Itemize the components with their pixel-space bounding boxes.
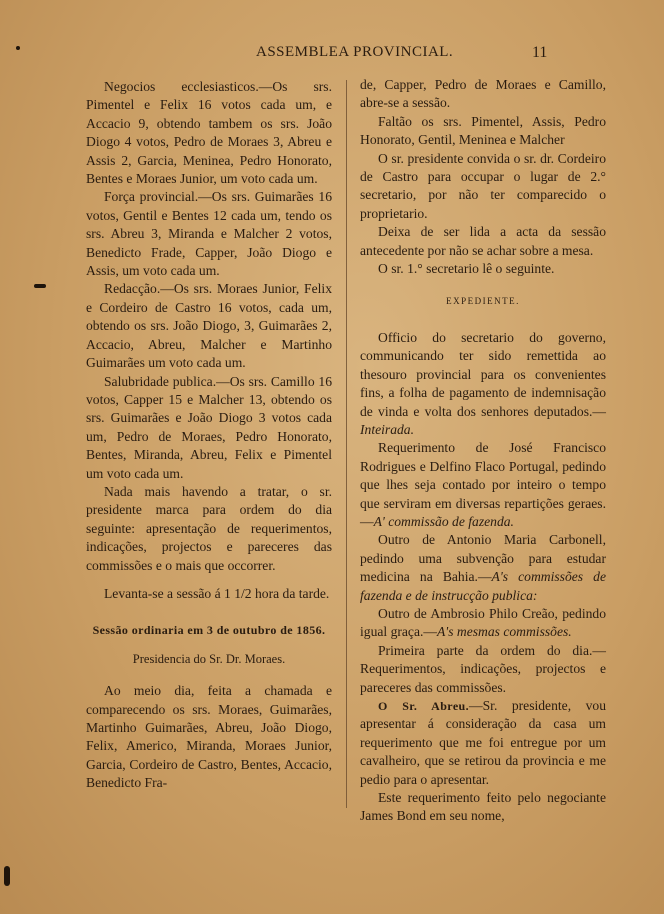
paragraph-speech: O Sr. Abreu.—Sr. presidente, vou apresentar á consideração da casa um requerimento que me foi entregue por um cavalheiro, que se retirou da provincia e me pedio para o apresentar. [360, 698, 606, 787]
page-header [0, 44, 664, 66]
expediente-heading: EXPEDIENTE. [446, 296, 520, 307]
paragraph-redaccao: Redacção.—Os srs. Moraes Junior, Felix e Cordeiro de Castro 16 votos, cada um, obtendo os srs. João Diogo, 3, Guimarães 2, Accacio, Abreu, Malcher e Martinho Guimarães um voto cada um. [86, 281, 332, 371]
column-divider [346, 80, 347, 808]
ink-blot [34, 284, 46, 288]
paragraph-ordem-do-dia: Primeira parte da ordem do dia.—Requerimentos, indicações, projectos e pareceres das commissões. [360, 642, 606, 695]
paragraph-continuation: de, Capper, Pedro de Moraes e Camillo, abre-se a sessão. [360, 77, 606, 111]
page-number: 11 [532, 44, 548, 61]
running-title: ASSEMBLEA PROVINCIAL. [256, 44, 454, 60]
left-column [86, 78, 332, 793]
paragraph-nada-mais: Nada mais havendo a tratar, o sr. presidente marca para ordem do dia seguinte: apresentação de requerimentos, indicações, projectos e pareceres das commissões e o mais que occorrer. [86, 483, 332, 573]
presidency-line: Presidencia do Sr. Dr. Moraes. [132, 651, 286, 666]
paragraph-forca: Força provincial.—Os srs. Guimarães 16 votos, Gentil e Bentes 12 cada um, tendo os srs. Abreu 3, Miranda e Malcher 2 votos, Benedicto Frade, Capper, João Diogo e Assis, um voto cada um. [86, 189, 332, 279]
paragraph-faltao: Faltão os srs. Pimentel, Assis, Pedro Honorato, Gentil, Meninea e Malcher [360, 113, 606, 148]
paragraph-convida: O sr. presidente convida o sr. dr. Cordeiro de Castro para occupar o lugar de 2.° secretario, por não ter comparecido o proprietario. [360, 150, 606, 221]
session-heading: Sessão ordinaria em 3 de outubro de 1856. [92, 623, 326, 638]
paragraph-levanta: Levanta-se a sessão á 1 1/2 hora da tarde. [104, 585, 330, 601]
paragraph-secretario: O sr. 1.° secretario lê o seguinte. [378, 261, 555, 277]
speaker-name: O Sr. Abreu. [378, 699, 470, 713]
paragraph-salubridade: Salubridade publica.—Os srs. Camillo 16 votos, Capper 15 e Malcher 13, obtendo os srs. Guimarães e João Diogo 3 votos cada um, Pedro de Moraes, Pedro Honorato, Bentes, Miranda, Abreu, Felix e Pimentel um voto cada um. [86, 373, 332, 481]
paragraph-opening: Ao meio dia, feita a chamada e comparecendo os srs. Moraes, Guimarães, Martinho Guimarães, Abreu, João Diogo, Felix, Americo, Miranda, Moraes Junior, Garcia, Cordeiro de Castro, Bentes, Accacio, Benedicto Fra- [86, 683, 332, 791]
expediente-item: Outro de Antonio Maria Carbonell, pedindo uma subvenção para estudar medicina na Bahia.—A's commissões de fazenda e de instrucção publica: [360, 532, 607, 603]
ink-blot [16, 46, 20, 50]
expediente-item: Requerimento de José Francisco Rodrigues e Delfino Flaco Portugal, pedindo que lhes seja contado por inteiro o tempo que serviram em diversas repartições geraes.—A' commissão de fazenda. [360, 440, 606, 529]
ink-blot [4, 866, 10, 886]
paragraph-final: Este requerimento feito pelo negociante James Bond em seu nome, [360, 790, 606, 824]
paragraph-negocios: Negocios ecclesiasticos.—Os srs. Pimentel e Felix 16 votos cada um, e Accacio 9, obtendo tambem os srs. João Diogo 4 votos, Pedro de Moraes 3, Abreu e Assis 2, Garcia, Meninea, Pedro Honorato, Bentes e Moraes Junior, um voto cada um. [86, 79, 332, 187]
expediente-item: Officio do secretario do governo, communicando ter sido remettida ao thesouro provincial para os convenientes fins, a folha de pagamento de indemnisação de vinda e volta dos senhores deputados.—Inteirada. [360, 329, 606, 437]
paragraph-acta: Deixa de ser lida a acta da sessão antecedente por não se achar sobre a mesa. [360, 224, 606, 258]
right-column [360, 76, 606, 826]
expediente-item: Outro de Ambrosio Philo Creão, pedindo igual graça.—A's mesmas commissões. [360, 605, 606, 640]
